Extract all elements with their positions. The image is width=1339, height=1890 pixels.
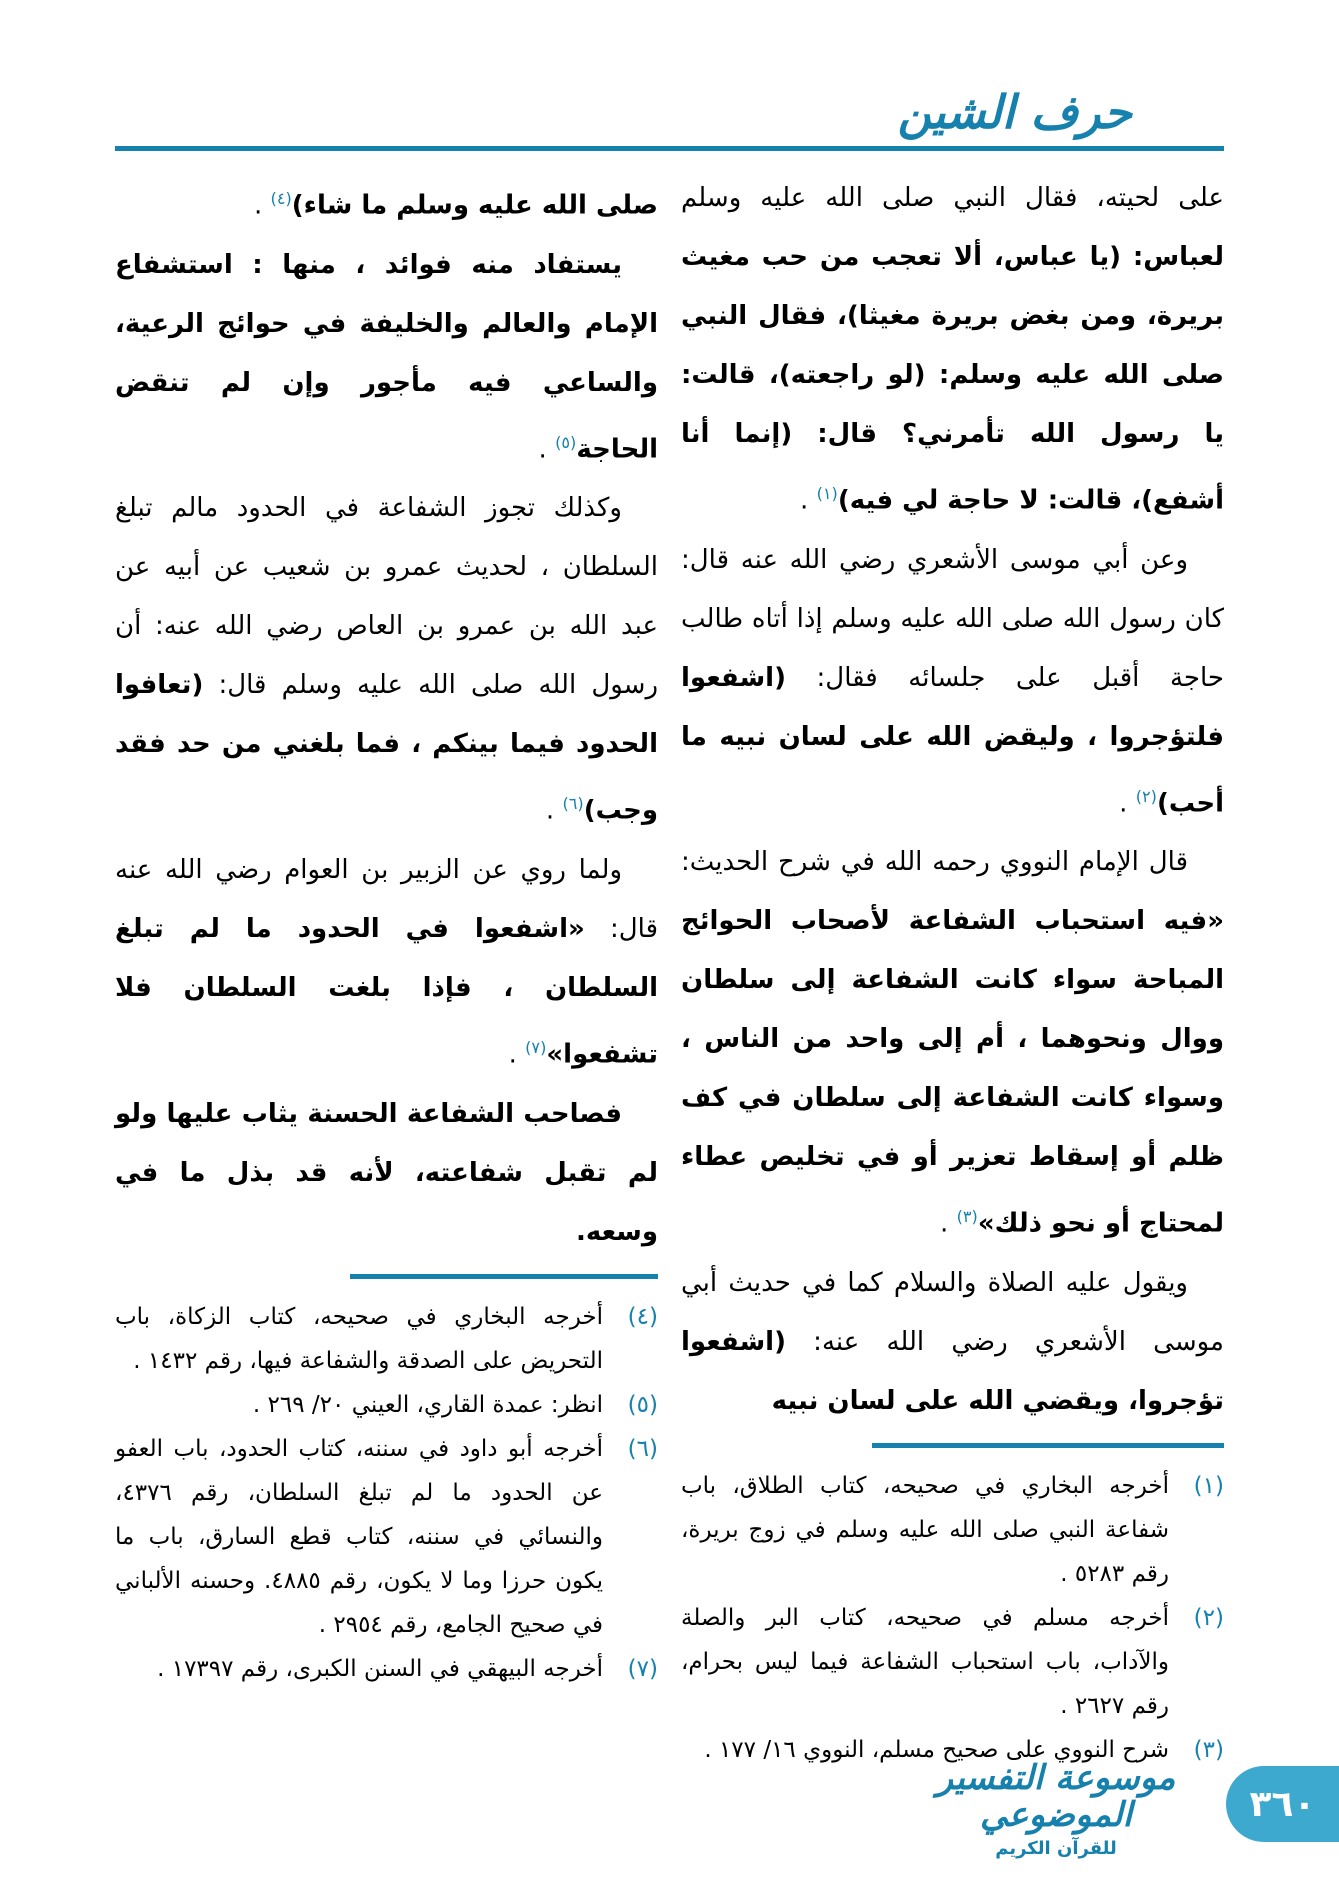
footnote (115, 1383, 658, 1427)
text-run: (تعافوا الحدود فيما بينكم ، فما بلغني من حد فقد وجب) (115, 670, 658, 826)
publisher-logo-subtitle: للقرآن الكريم (995, 1837, 1117, 1859)
footnote-text: أخرجه أبو داود في سننه، كتاب الحدود، باب العفو عن الحدود ما لم تبلغ السلطان، رقم ٤٣٧٦، والنسائي في سننه، كتاب قطع السارق، باب ما يكون حرزا وما لا يكون، رقم ٤٨٨٥. وحسنه الألباني في صحيح الجامع، رقم ٢٩٥٤ . (115, 1435, 603, 1638)
footnote-separator (350, 1274, 658, 1279)
footnote-text: أخرجه مسلم في صحيحه، كتاب البر والصلة والآداب، باب استحباب الشفاعة فيما ليس بحرام، رقم ٢٦٢٧ . (681, 1604, 1169, 1719)
chapter-title: حرف الشين (897, 85, 1132, 139)
footnote-number: (٤) (627, 1303, 658, 1330)
text-run: لعباس: (يا عباس، ألا تعجب من حب مغيث بريرة، ومن بغض بريرة مغيثا)، فقال النبي صلى الله عليه وسلم: (لو راجعته)، قالت: يا رسول الله تأمرني؟ قال: (إنما أنا أشفع)، قالت: لا حاجة لي فيه) (681, 242, 1224, 516)
text-run: . (545, 795, 563, 826)
footnote-number: (٥) (627, 1391, 658, 1418)
footnote-number: (٢) (1193, 1604, 1224, 1631)
text-run: «اشفعوا في الحدود ما لم تبلغ السلطان ، فإذا بلغت السلطان فلا تشفعوا» (115, 913, 658, 1070)
footnote-text: انظر: عمدة القاري، العيني ٢٠/ ٢٦٩ . (252, 1391, 603, 1418)
text-run: . (538, 434, 556, 465)
footnote (115, 1295, 658, 1383)
paragraph (115, 1085, 658, 1262)
footnote-ref: (٢) (1135, 786, 1157, 806)
page-number-badge (1226, 1766, 1339, 1842)
footnote (115, 1647, 658, 1691)
column-left-footnotes (115, 1295, 658, 1691)
footnote-ref: (٣) (956, 1207, 978, 1227)
paragraph (681, 833, 1224, 1254)
text-run: . (508, 1039, 526, 1070)
header-rule (115, 146, 1224, 151)
publisher-logo (921, 1760, 1191, 1859)
footnote-ref: (٧) (525, 1037, 547, 1057)
column-right-body (681, 169, 1224, 1431)
footnote-ref: (١) (816, 484, 838, 503)
paragraph (115, 236, 658, 480)
text-run: (اشفعوا تؤجروا، ويقضي الله على لسان نبيه (681, 1326, 1224, 1416)
footnote-ref: (٦) (562, 794, 584, 814)
footnote-number: (٦) (627, 1435, 658, 1462)
footnote-text: أخرجه البيهقي في السنن الكبرى، رقم ١٧٣٩٧ . (157, 1655, 603, 1682)
text-run: صلى الله عليه وسلم ما شاء) (291, 190, 658, 221)
footnote-ref: (٤) (270, 189, 292, 208)
text-run: قال الإمام النووي رحمه الله في شرح الحديث: (681, 847, 1188, 878)
text-run: «فيه استحباب الشفاعة لأصحاب الحوائج المباحة سواء كانت الشفاعة إلى سلطان ووال ونحوهما ، أم إلى واحد من الناس ، وسواء كانت الشفاعة إلى سلطان في كف ظلم أو إسقاط تعزير أو في تخليص عطاء لمحتاج أو نحو ذلك» (681, 906, 1224, 1239)
text-run: . (1119, 788, 1136, 819)
text-run: وعن أبي موسى الأشعري رضي الله عنه قال: كان رسول الله صلى الله عليه وسلم إذا أتاه طالب حاجة أقبل على جلسائه فقال: (681, 544, 1224, 693)
footnote-number: (٧) (627, 1655, 658, 1682)
text-run: (اشفعوا فلتؤجروا ، وليقض الله على لسان نبيه ما أحب) (681, 662, 1224, 819)
paragraph (115, 841, 658, 1085)
paragraph (115, 169, 658, 236)
paragraph (115, 479, 658, 841)
footnote-number: (١) (1193, 1472, 1224, 1499)
footnote-text: أخرجه البخاري في صحيحه، كتاب الطلاق، باب شفاعة النبي صلى الله عليه وسلم في زوج بريرة، رقم ٥٢٨٣ . (681, 1472, 1169, 1587)
column-right (681, 169, 1224, 1772)
footnote (115, 1427, 658, 1647)
text-run: على لحيته، فقال النبي صلى الله عليه وسلم (681, 183, 1224, 213)
column-left (115, 169, 658, 1772)
text-run: . (800, 485, 817, 516)
page-number: ٣٦٠ (1249, 1783, 1316, 1825)
footnote (681, 1596, 1224, 1728)
paragraph (681, 169, 1224, 531)
column-right-footnotes (681, 1464, 1224, 1772)
footnote-text: أخرجه البخاري في صحيحه، كتاب الزكاة، باب التحريض على الصدقة والشفاعة فيها، رقم ١٤٣٢ . (115, 1303, 603, 1374)
footnote-number: (٣) (1193, 1736, 1224, 1763)
footnote (681, 1464, 1224, 1596)
text-run: وكذلك تجوز الشفاعة في الحدود مالم تبلغ السلطان ، لحديث عمرو بن شعيب عن أبيه عن عبد الله بن عمرو بن العاص رضي الله عنه: أن رسول الله صلى الله عليه وسلم قال: (115, 493, 658, 701)
text-run: ولما روي عن الزبير بن العوام رضي الله عنه قال: (115, 854, 659, 944)
paragraph (681, 531, 1224, 834)
footnote-ref: (٥) (555, 432, 577, 452)
column-left-body (115, 169, 658, 1262)
page-header (0, 0, 1339, 151)
text-columns (0, 169, 1339, 1772)
text-run: . (940, 1208, 957, 1239)
text-run: فصاحب الشفاعة الحسنة يثاب عليها ولو لم تقبل شفاعته، لأنه قد بذل ما في وسعه. (115, 1098, 658, 1247)
footnote-text: شرح النووي على صحيح مسلم، النووي ١٦/ ١٧٧ . (704, 1736, 1169, 1763)
text-run: . (254, 190, 271, 221)
paragraph (681, 1254, 1224, 1431)
text-run: ويقول عليه الصلاة والسلام كما في حديث أبي موسى الأشعري رضي الله عنه: (681, 1267, 1224, 1357)
footnote-separator (872, 1443, 1224, 1448)
text-run: يستفاد منه فوائد ، منها : استشفاع الإمام والعالم والخليفة في حوائج الرعية، والساعي فيه مأجور وإن لم تنقض الحاجة (115, 249, 658, 465)
publisher-logo-title: موسوعة التفسير الموضوعي (936, 1758, 1176, 1836)
